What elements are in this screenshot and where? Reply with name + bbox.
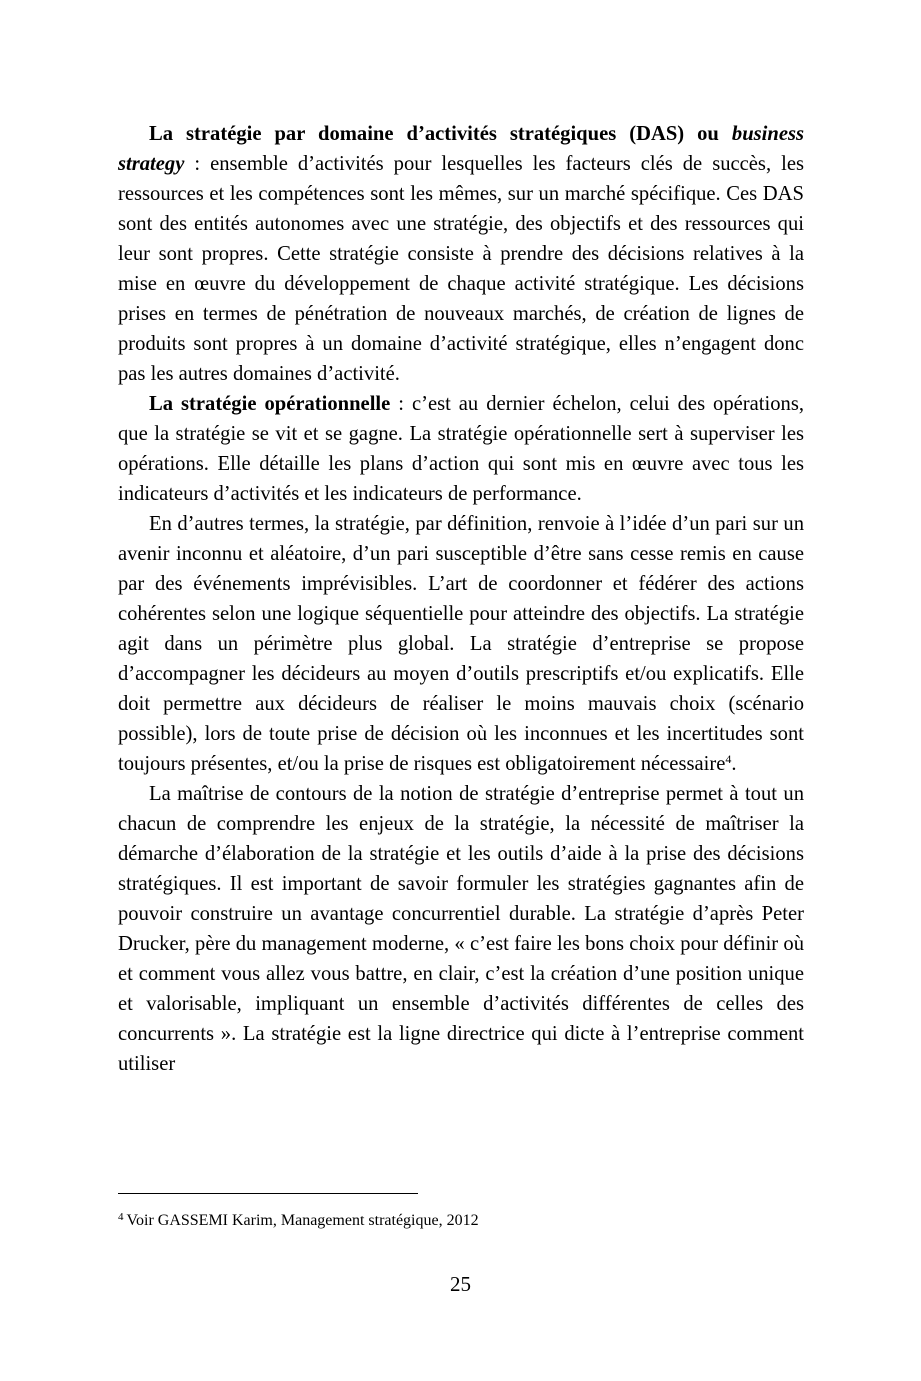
- other-terms-end: .: [731, 753, 737, 775]
- operational-strategy-heading: La stratégie opérationnelle: [149, 393, 391, 415]
- footnote: [118, 1210, 804, 1232]
- body-text: [118, 119, 804, 1079]
- das-strategy-text: : ensemble d’activités pour lesquelles les facteurs clés de succès, les ressources et les compétences sont les mêmes, sur un marché spécifique. Ces DAS sont des entités autonomes avec une stratégie, des objectifs et des ressources qui leur sont propres. Cette stratégie consiste à prendre des décisions relatives à la mise en œuvre du développement de chaque activité stratégique. Les décisions prises en termes de pénétration de nouveaux marchés, de création de lignes de produits sont propres à un domaine d’activité stratégique, elles n’engagent donc pas les autres domaines d’activité.: [118, 153, 804, 385]
- mastery-text: La maîtrise de contours de la notion de stratégie d’entreprise permet à tout un chacun de comprendre les enjeux de la stratégie, la nécessité de maîtriser la démarche d’élaboration de la stratégie et les outils d’aide à la prise des décisions stratégiques. Il est important de savoir formuler les stratégies gagnantes afin de pouvoir construire un avantage concurrentiel durable. La stratégie d’après Peter Drucker, père du management moderne, « c’est faire les bons choix pour définir où et comment vous allez vous battre, en clair, c’est la création d’une position unique et valorisable, impliquant un ensemble d’activités différentes de celles des concurrents ». La stratégie est la ligne directrice qui dicte à l’entreprise comment utiliser: [118, 783, 804, 1075]
- page-number: 25: [450, 1272, 471, 1296]
- paragraph-mastery: [118, 779, 804, 1079]
- footnote-divider: [118, 1193, 418, 1194]
- other-terms-text: En d’autres termes, la stratégie, par définition, renvoie à l’idée d’un pari sur un avenir inconnu et aléatoire, d’un pari susceptible d’être sans cesse remis en cause par des événements imprévisibles. L’art de coordonner et fédérer des actions cohérentes selon une logique séquentielle pour atteindre des objectifs. La stratégie agit dans un périmètre plus global. La stratégie d’entreprise se propose d’accompagner les décideurs au moyen d’outils prescriptifs et/ou explicatifs. Elle doit permettre aux décideurs de réaliser le moins mauvais choix (scénario possible), lors de toute prise de décision où les inconnues et les incertitudes sont toujours présentes, et/ou la prise de risques est obligatoirement nécessaire: [118, 513, 804, 775]
- footnote-reference[interactable]: 4: [725, 752, 732, 766]
- paragraph-other-terms: [118, 509, 804, 779]
- paragraph-operational-strategy: [118, 389, 804, 509]
- das-strategy-heading: La stratégie par domaine d’activités stratégiques (DAS) ou: [149, 123, 732, 145]
- business-strategy-term: business strategy: [118, 123, 804, 175]
- operational-strategy-text: : c’est au dernier échelon, celui des opérations, que la stratégie se vit et se gagne. La stratégie opérationnelle sert à superviser les opérations. Elle détaille les plans d’action qui sont mis en œuvre avec tous les indicateurs d’activités et les indicateurs de performance.: [118, 393, 804, 505]
- footnote-text: Voir GASSEMI Karim, Management stratégique, 2012: [126, 1212, 479, 1229]
- paragraph-das-strategy: [118, 119, 804, 389]
- footnote-number: 4: [118, 1211, 124, 1223]
